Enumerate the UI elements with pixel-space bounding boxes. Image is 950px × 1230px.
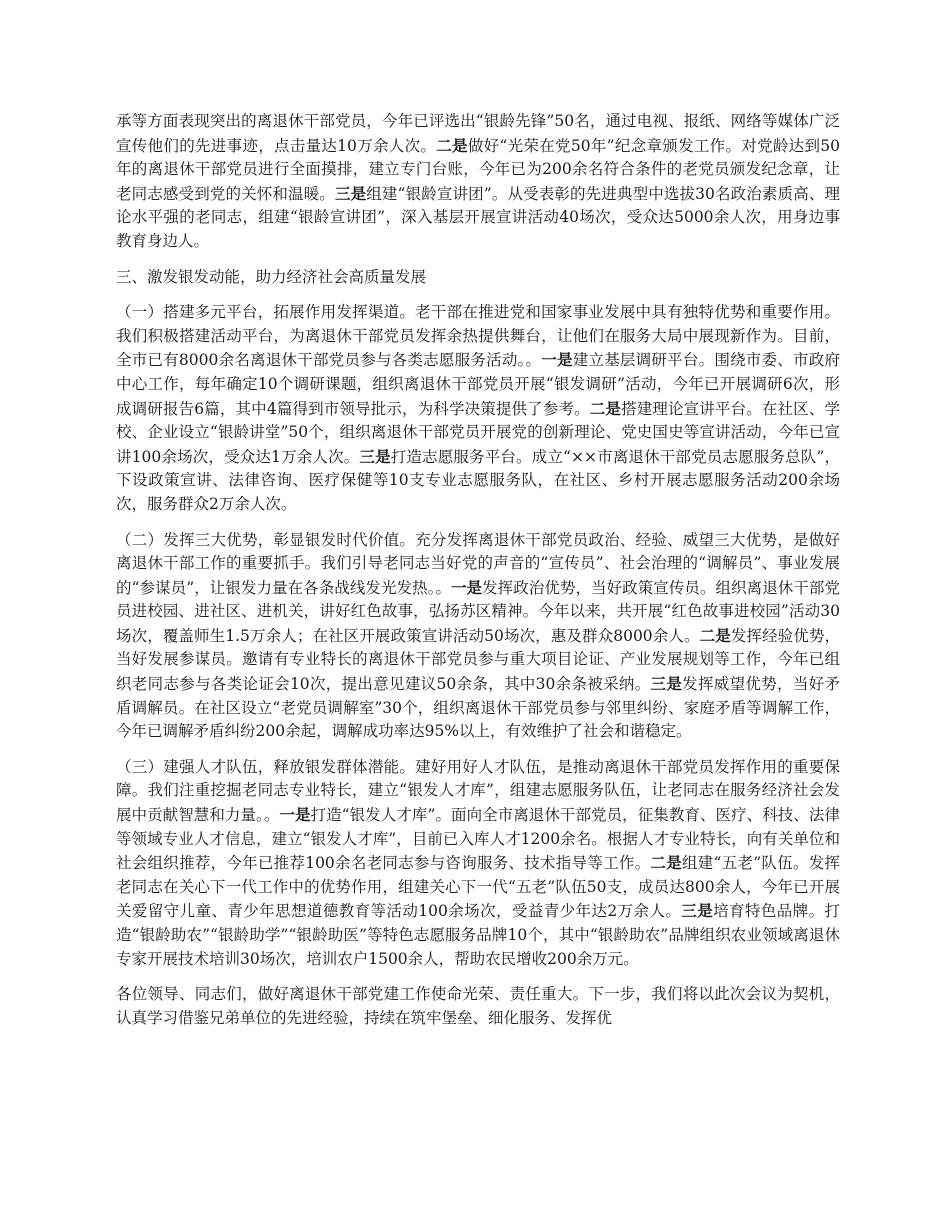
- bold-lead-phrase: 一是: [279, 805, 311, 825]
- text-run: （二）发挥三大优势，彰显银发时代价值。充分发挥离退休干部党员政治、经验、威望三大优势，是做好离退休干部工作的重要抓手。我们引导老同志当好党的声音的“宣传员”、社会治理的“调解员”、事业发展的“参谋员”，让银发力量在各条战线发光发热。。: [116, 530, 840, 597]
- text-run: 各位领导、同志们，做好离退休干部党建工作使命光荣、责任重大。下一步，我们将以此次会议为契机，认真学习借鉴兄弟单位的先进经验，持续在筑牢堡垒、细化服务、发挥优: [116, 985, 840, 1027]
- paragraph: [116, 756, 840, 971]
- paragraph: [116, 110, 840, 254]
- bold-lead-phrase: 三是: [359, 446, 391, 466]
- text-run: 发挥政治优势，当好政策宣传员。组织离退休干部党员进校园、进社区、进机关，讲好红色故事，弘扬苏区精神。今年以来，共开展“红色故事进校园”活动30场次，覆盖师生1.5万余人；在社区开展政策宣讲活动50场次，惠及群众8000余人。: [116, 578, 840, 645]
- bold-lead-phrase: 一是: [541, 350, 573, 370]
- text-run: 打造“银发人才库”。面向全市离退休干部党员，征集教育、医疗、科技、法律等领域专业人才信息，建立“银发人才库”，目前已入库人才1200余名。根据人才专业特长，向有关单位和社会组织推荐，今年已推荐100余名老同志参与咨询服务、技术指导等工作。: [116, 806, 840, 873]
- text-run: （三）建强人才队伍，释放银发群体潜能。建好用好人才队伍，是推动离退休干部党员发挥作用的重要保障。我们注重挖掘老同志专业特长，建立“银发人才库”，组建志愿服务队伍，让老同志在服务经济社会发展中贡献智慧和力量。。: [116, 757, 840, 825]
- paragraph: [116, 529, 840, 744]
- bold-lead-phrase: 一是: [451, 577, 483, 597]
- text-run: 培育特色品牌。打造“银龄助农”“银龄助学”“银龄助医”等特色志愿服务品牌10个，其中“银龄助农”品牌组织农业领域离退休专家开展技术培训30场次，培训农户1500余人，帮助农民增收200余万元。: [116, 902, 840, 968]
- bold-lead-phrase: 二是: [589, 398, 622, 418]
- bold-lead-phrase: 三是: [334, 183, 367, 203]
- bold-lead-phrase: 三是: [650, 674, 683, 694]
- bold-lead-phrase: 三是: [681, 901, 714, 921]
- bold-lead-phrase: 二是: [699, 625, 731, 645]
- text-run: 组建“五老”队伍。发挥老同志在关心下一代工作中的优势作用，组建关心下一代“五老”队伍50支，成员达800余人，今年已开展关爱留守儿童、青少年思想道德教育等活动100余场次，受益青少年达2万余人。: [116, 854, 840, 921]
- bold-lead-phrase: 二是: [436, 135, 468, 155]
- text-run: （一）搭建多元平台，拓展作用发挥渠道。老干部在推进党和国家事业发展中具有独特优势和重要作用。我们积极搭建活动平台，为离退休干部党员发挥余热提供舞台，让他们在服务大局中展现新作为。目前，全市已有8000余名离退休干部党员参与各类志愿服务活动。。: [116, 303, 840, 370]
- text-run: 组建“银龄宣讲团”。从受表彰的先进典型中选拔30名政治素质高、理论水平强的老同志，组建“银龄宣讲团”，深入基层开展宣讲活动40场次，受众达5000余人次，用身边事教育身边人。: [116, 184, 840, 250]
- text-run: 搭建理论宣讲平台。在社区、学校、企业设立“银龄讲堂”50个，组织离退休干部党员开展党的创新理论、党史国史等宣讲活动，今年已宣讲100余场次，受众达1万余人次。: [116, 399, 840, 466]
- text-run: 建立基层调研平台。围绕市委、市政府中心工作，每年确定10个调研课题，组织离退休干部党员开展“银发调研”活动，今年已开展调研6次，形成调研报告6篇，其中4篇得到市领导批示，为科学决策提供了参考。: [116, 351, 840, 418]
- text-run: 发挥威望优势，当好矛盾调解员。在社区设立“老党员调解室”30个，组织离退休干部党员参与邻里纠纷、家庭矛盾等调解工作，今年已调解矛盾纠纷200余起，调解成功率达95%以上，有效维护了社会和谐稳定。: [116, 675, 840, 741]
- section-heading: [116, 266, 840, 290]
- paragraph: [116, 301, 840, 516]
- document-body: [116, 110, 840, 1042]
- bold-lead-phrase: 二是: [650, 853, 682, 873]
- text-run: 打造志愿服务平台。成立“××市离退休干部党员志愿服务总队”，下设政策宣讲、法律咨询、医疗保健等10支专业志愿服务队，在社区、乡村开展志愿服务活动200余场次，服务群众2万余人次。: [116, 447, 840, 513]
- text-run: 承等方面表现突出的离退休干部党员，今年已评选出“银龄先锋”50名，通过电视、报纸、网络等媒体广泛宣传他们的先进事迹，点击量达10万余人次。: [116, 112, 840, 155]
- text-run: 三、激发银发动能，助力经济社会高质量发展: [116, 267, 427, 286]
- text-run: 发挥经验优势，当好发展参谋员。邀请有专业特长的离退休干部党员参与重大项目论证、产业发展规划等工作，今年已组织老同志参与各类论证会10次，提出意见建议50余条，其中30余条被采纳。: [116, 626, 840, 694]
- text-run: 做好“光荣在党50年”纪念章颁发工作。对党龄达到50年的离退休干部党员进行全面摸排，建立专门台账，今年已为200余名符合条件的老党员颁发纪念章，让老同志感受到党的关怀和温暖。: [116, 136, 841, 203]
- paragraph: [116, 983, 840, 1030]
